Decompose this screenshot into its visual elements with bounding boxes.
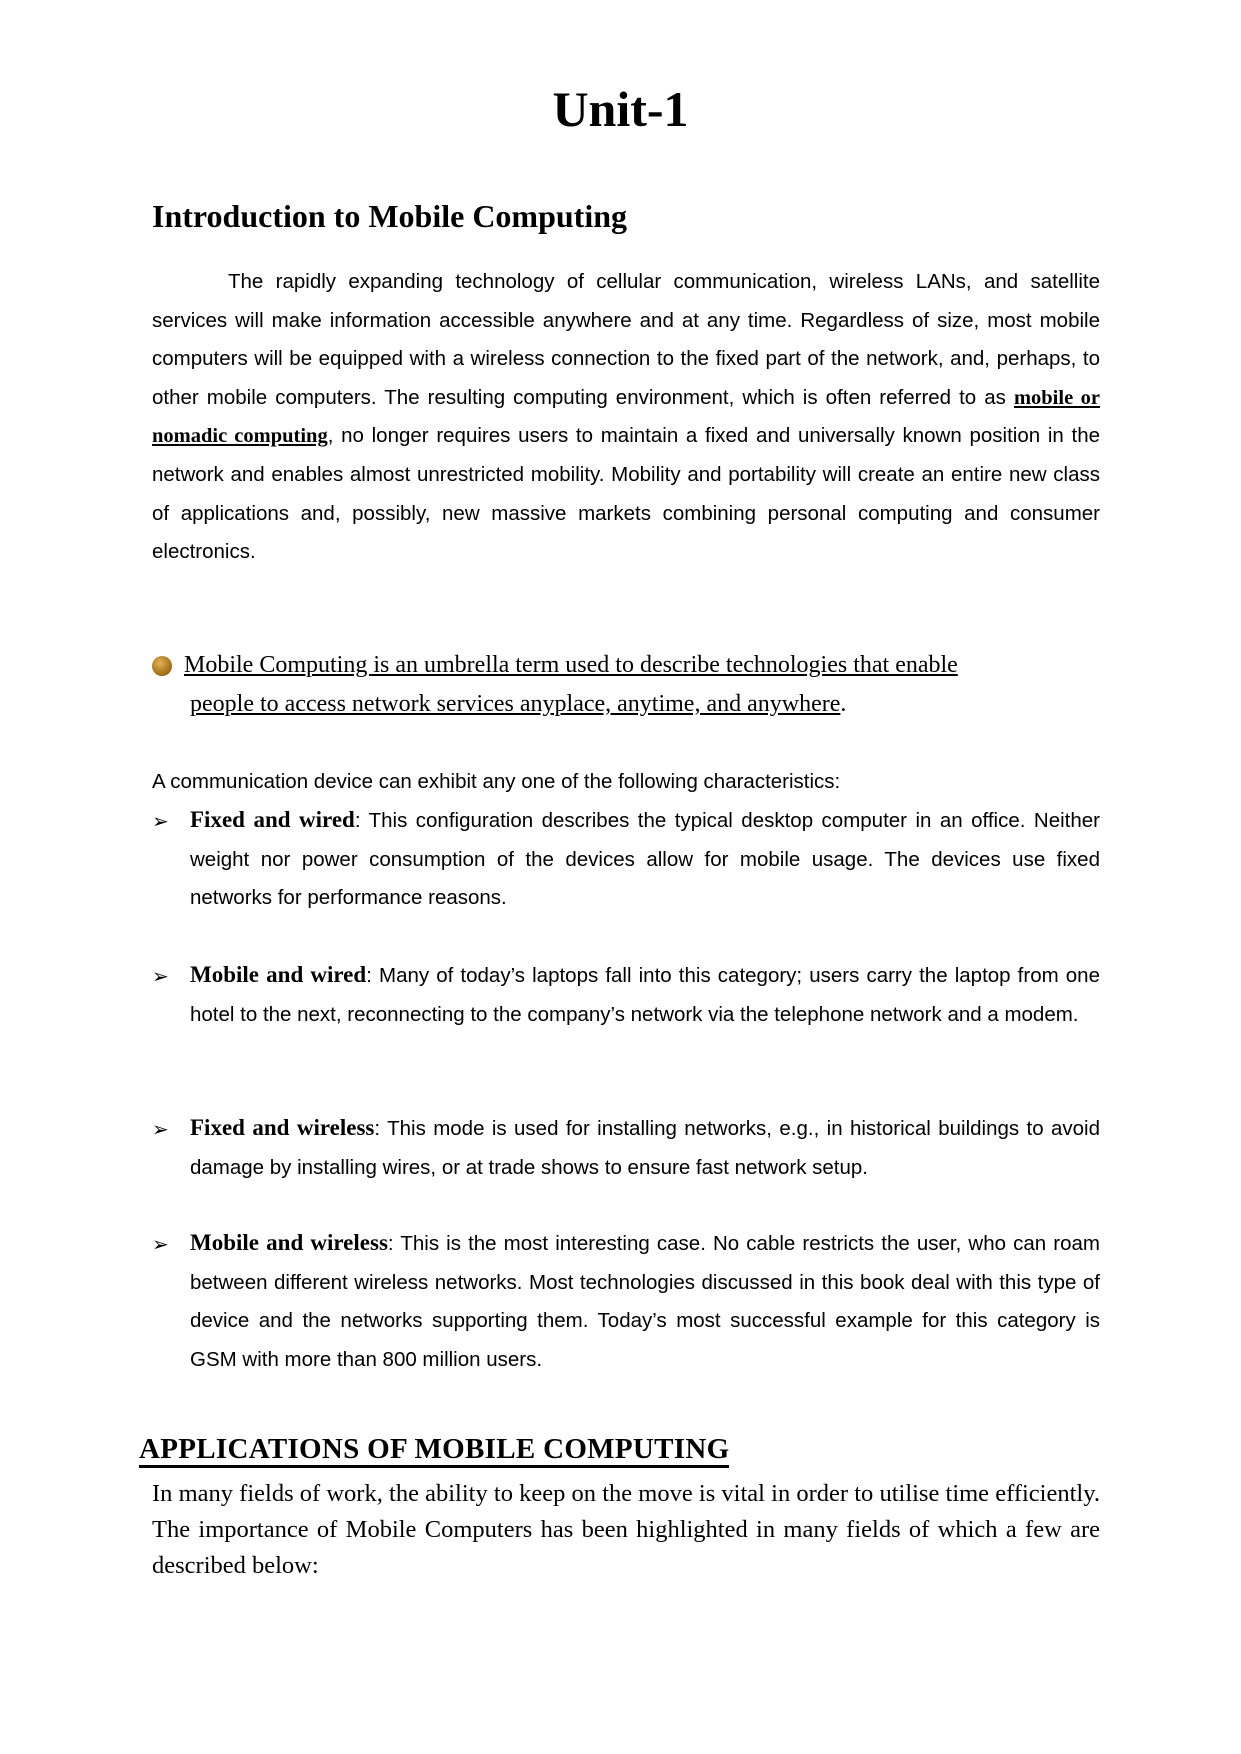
characteristic-item	[152, 1225, 1100, 1379]
arrow-bullet-icon: ➢	[152, 1117, 169, 1141]
definition-line-1: Mobile Computing is an umbrella term used to describe technologies that enable	[184, 652, 958, 678]
emphasis-term: mobile or nomadic computing	[152, 386, 1100, 448]
bullet-ball-icon	[152, 656, 172, 676]
characteristic-text: : This configuration describes the typical desktop computer in an office. Neither weight nor power consumption of the devices allow for mobile usage. The devices use fixed networks for performance reasons.	[190, 809, 1100, 910]
intro-text-end: , no longer requires users to maintain a fixed and universally known position in the network and enables almost unrestricted mobility. Mobility and portability will create an entire new class of applications and, possibly, new massive markets combining personal computing and consumer electronics.	[152, 424, 1100, 564]
definition-line-2: people to access network services anyplace, anytime, and anywhere	[190, 691, 841, 717]
arrow-bullet-icon: ➢	[152, 1232, 169, 1256]
applications-heading: APPLICATIONS OF MOBILE COMPUTING	[139, 1433, 729, 1468]
characteristic-term: Mobile and wireless	[190, 1230, 388, 1255]
intro-paragraph	[152, 263, 1100, 572]
characteristic-text: : This mode is used for installing networks, e.g., in historical buildings to avoid damage by installing wires, or at trade shows to ensure fast network setup.	[190, 1117, 1100, 1179]
characteristic-text: : This is the most interesting case. No cable restricts the user, who can roam between different wireless networks. Most technologies discussed in this book deal with this type of device and the networks supporting them. Today’s most successful example for this category is GSM with more than 800 million users.	[190, 1232, 1101, 1371]
arrow-bullet-icon: ➢	[152, 809, 169, 833]
arrow-bullet-icon: ➢	[152, 964, 169, 988]
characteristic-term: Fixed and wireless	[190, 1115, 375, 1140]
applications-paragraph: In many fields of work, the ability to keep on the move is vital in order to utilise time efficiently. The importance of Mobile Computers has been highlighted in many fields of which a few are described below:	[152, 1480, 1100, 1579]
characteristic-item	[152, 957, 1100, 1034]
definition	[152, 646, 1092, 724]
characteristic-item	[152, 802, 1100, 918]
intro-text: The rapidly expanding technology of cellular communication, wireless LANs, and satellite services will make information accessible anywhere and at any time. Regardless of size, most mobile computers will be equipped with a wireless connection to the fixed part of the network, and, perhaps, to other mobile computers. The resulting computing environment, which is often referred to as	[152, 270, 1100, 409]
section-heading: Introduction to Mobile Computing	[152, 198, 628, 234]
definition-end: .	[840, 691, 847, 717]
characteristic-term: Mobile and wired	[190, 962, 367, 987]
characteristic-item	[152, 1110, 1100, 1187]
characteristic-term: Fixed and wired	[190, 807, 355, 832]
characteristics-intro: A communication device can exhibit any one of the following characteristics:	[152, 770, 841, 793]
characteristic-text: : Many of today’s laptops fall into this category; users carry the laptop from one hotel to the next, reconnecting to the company’s network via the telephone network and a modem.	[190, 964, 1100, 1026]
page-title: Unit-1	[552, 81, 689, 137]
